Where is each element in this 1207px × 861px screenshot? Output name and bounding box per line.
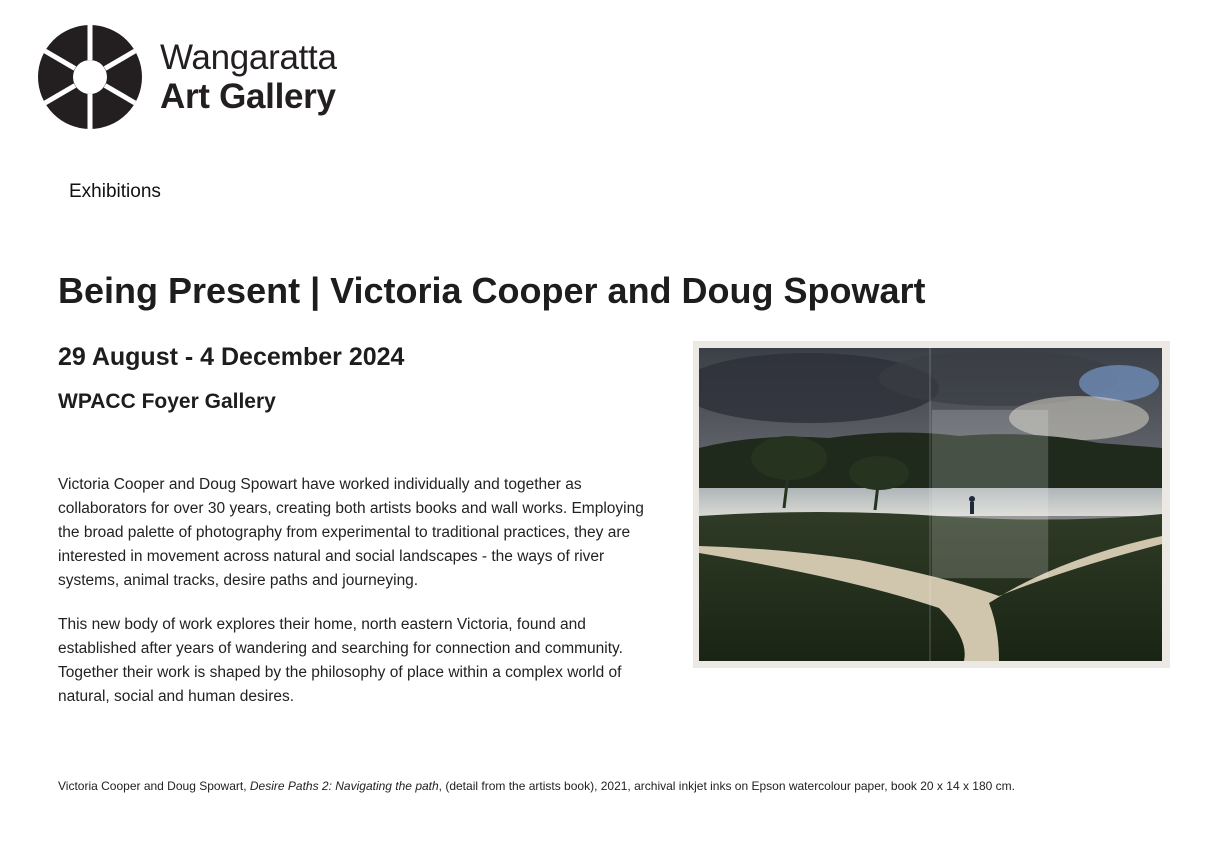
- logo-line-1: Wangaratta: [160, 38, 337, 77]
- description-paragraph: Victoria Cooper and Doug Spowart have worked individually and together as collaborators for over 30 years, creating both artists books and wall works. Employing the broad palette of photography from experimental to traditional practices, they are interested in movement across natural and social landscapes - the ways of river systems, animal tracks, desire paths and journeying.: [58, 476, 644, 589]
- site-logo[interactable]: [38, 25, 337, 129]
- exhibition-dates: 29 August - 4 December 2024: [58, 343, 405, 371]
- artwork-image: [693, 341, 1170, 668]
- description-paragraph: This new body of work explores their home, north eastern Victoria, found and established after years of wandering and searching for connection and community. Together their work is shaped by the philosophy of place within a complex world of natural, social and human desires.: [58, 616, 623, 705]
- gallery-logo-icon: [38, 25, 142, 129]
- caption-details: , (detail from the artists book), 2021, archival inkjet inks on Epson watercolour paper, book 20 x 14 x 180 cm.: [438, 779, 1015, 793]
- nav-link-exhibitions[interactable]: Exhibitions: [69, 181, 161, 202]
- exhibition-venue: WPACC Foyer Gallery: [58, 390, 276, 413]
- caption-prefix: Victoria Cooper and Doug Spowart,: [58, 779, 250, 793]
- landscape-photo: [699, 348, 1162, 661]
- page-title: Being Present | Victoria Cooper and Doug Spowart: [58, 270, 926, 311]
- caption-artwork-title: Desire Paths 2: Navigating the path: [249, 779, 439, 793]
- logo-wordmark: [160, 40, 337, 114]
- artwork-caption: [58, 779, 1015, 793]
- logo-line-2: Art Gallery: [160, 77, 336, 116]
